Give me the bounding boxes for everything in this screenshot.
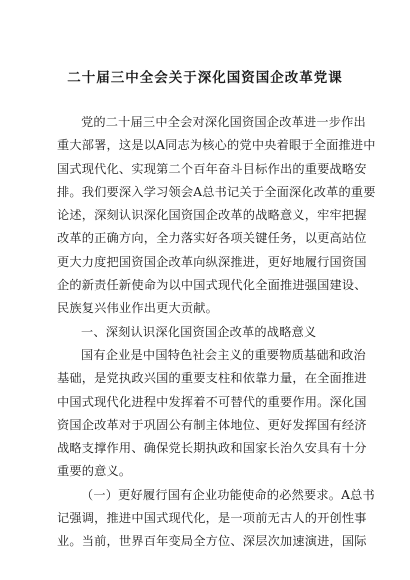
paragraph-line: 民族复兴伟业作出更大贡献。 [57, 301, 219, 316]
paragraph-subsection-one [57, 484, 375, 554]
document-body [57, 111, 376, 554]
paragraph-line: （一）更好履行国有企业功能使命的必然要求。A总书 [81, 487, 375, 502]
paragraph-significance [57, 344, 367, 484]
paragraph-line: 资国企改革对于巩固公有制主体地位、更好发挥国有经济 [57, 417, 367, 432]
paragraph-line: 论述，深刻认识深化国资国企改革的战略意义，牢牢把握 [57, 208, 367, 223]
paragraph-line: 中国式现代化进程中发挥着不可替代的重要作用。深化国 [57, 394, 367, 409]
paragraph-line: 重要的意义。 [57, 464, 132, 479]
paragraph-line: 业。当前，世界百年变局全方位、深层次加速演进，国际 [57, 534, 367, 549]
section-heading-text: 一、深刻认识深化国资国企改革的战略意义 [81, 324, 317, 339]
paragraph-line: 重大部署，这是以A同志为核心的党中央着眼于全面推进中 [57, 138, 376, 153]
paragraph-line: 排。我们要深入学习领会A总书记关于全面深化改革的重要 [57, 184, 376, 199]
paragraph-line: 党的二十届三中全会对深化国资国企改革进一步作出 [81, 115, 366, 129]
section-heading [57, 321, 357, 344]
paragraph-line: 国有企业是中国特色社会主义的重要物质基础和政治 [81, 347, 366, 362]
paragraph-intro [57, 111, 376, 321]
paragraph-line: 基础，是党执政兴国的重要支柱和依靠力量，在全面推进 [57, 371, 367, 386]
paragraph-line: 更大力度把国资国企改革向纵深推进，更好地履行国资国 [57, 254, 367, 269]
paragraph-line: 企的新责任新使命为以中国式现代化全面推进强国建设、 [57, 278, 367, 293]
document-title: 二十届三中全会关于深化国资国企改革党课 [67, 70, 343, 86]
paragraph-line: 国式现代化、实现第二个百年奋斗目标作出的重要战略安 [57, 161, 367, 176]
paragraph-line: 改革的正确方向，全力落实好各项关键任务，以更高站位 [57, 231, 367, 246]
paragraph-line: 战略支撑作用、确保党长期执政和国家长治久安具有十分 [57, 441, 367, 456]
paragraph-line: 记强调，推进中国式现代化，是一项前无古人的开创性事 [57, 511, 367, 526]
